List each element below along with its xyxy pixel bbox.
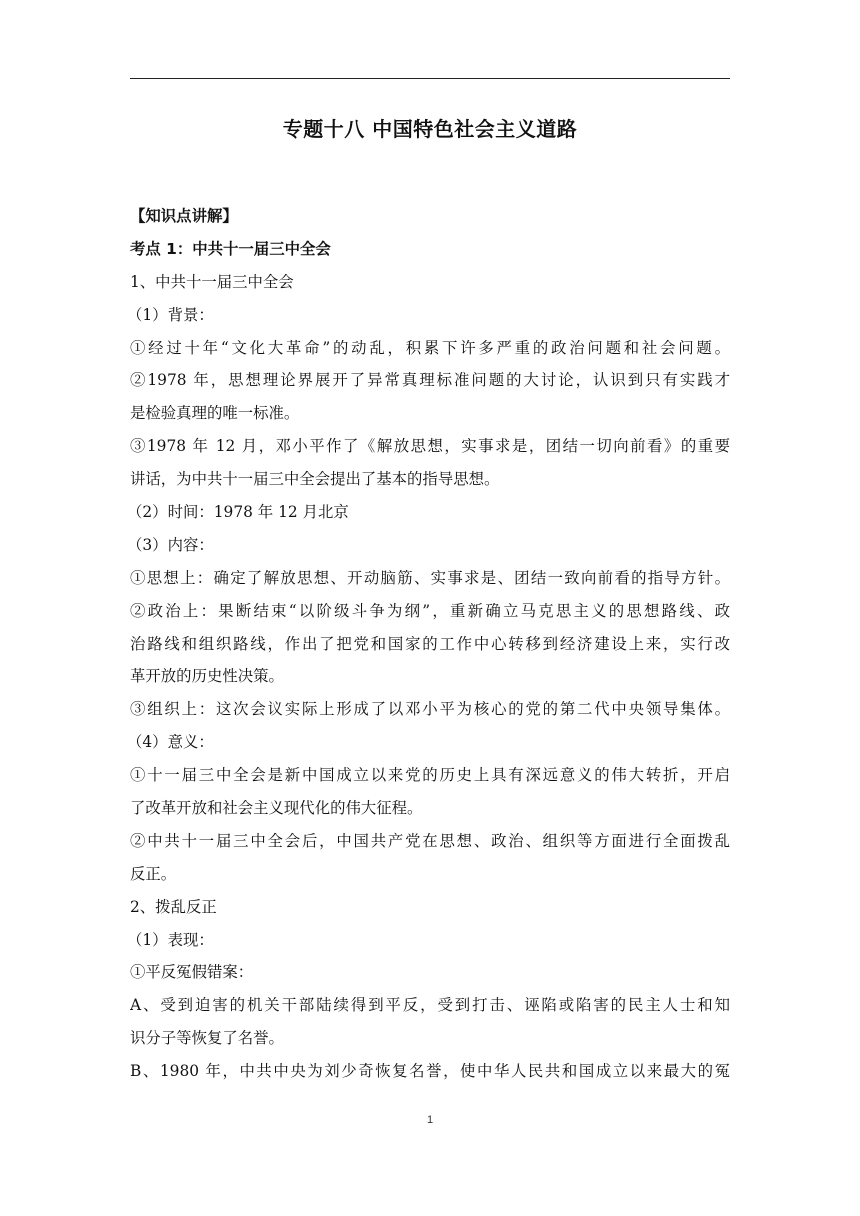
paragraph-line: （2）时间：1978 年 12 月北京	[127, 503, 349, 522]
paragraph-line: 2、拨乱反正	[130, 897, 217, 916]
paragraph-line: A、受到迫害的机关干部陆续得到平反，受到打击、诬陷或陷害的民主人士和知	[130, 996, 730, 1015]
header-rule	[130, 78, 730, 79]
paragraph-line: B、1980 年，中共中央为刘少奇恢复名誉，使中华人民共和国成立以来最大的冤	[130, 1062, 730, 1081]
section-heading: 【知识点讲解】	[130, 207, 238, 225]
document-body	[127, 200, 730, 1088]
paragraph-line: 治路线和组织路线，作出了把党和国家的工作中心转移到经济建设上来，实行改	[130, 634, 730, 653]
paragraph-line: 革开放的历史性决策。	[130, 667, 284, 686]
page-number: 1	[426, 1114, 434, 1126]
topic-heading: 考点 1：中共十一届三中全会	[130, 239, 331, 258]
paragraph-line: （1）表现：	[127, 930, 214, 949]
paragraph-line: ①思想上：确定了解放思想、开动脑筋、实事求是、团结一致向前看的指导方针。	[130, 568, 730, 587]
paragraph-line: 是检验真理的唯一标准。	[130, 404, 300, 423]
paragraph-line: 了改革开放和社会主义现代化的伟大征程。	[130, 799, 423, 818]
paragraph-line: （3）内容：	[127, 535, 214, 554]
paragraph-line: ①经过十年“文化大革命”的动乱，积累下许多严重的政治问题和社会问题。	[130, 338, 730, 357]
paragraph-line: ①十一届三中全会是新中国成立以来党的历史上具有深远意义的伟大转折，开启	[130, 766, 730, 785]
paragraph-line: ②中共十一届三中全会后，中国共产党在思想、政治、组织等方面进行全面拨乱	[130, 831, 730, 850]
paragraph-line: 反正。	[130, 864, 177, 883]
paragraph-line: ③1978 年 12 月，邓小平作了《解放思想，实事求是，团结一切向前看》的重要	[130, 437, 730, 456]
paragraph-line: ②政治上：果断结束“以阶级斗争为纲”，重新确立马克思主义的思想路线、政	[130, 601, 730, 620]
paragraph-line: ③组织上：这次会议实际上形成了以邓小平为核心的党的第二代中央领导集体。	[130, 700, 730, 719]
paragraph-line: ①平反冤假错案：	[130, 963, 254, 982]
paragraph-line: 1、中共十一届三中全会	[130, 272, 294, 291]
paragraph-line: ②1978 年，思想理论界展开了异常真理标准问题的大讨论，认识到只有实践才	[130, 371, 730, 390]
paragraph-line: 讲话，为中共十一届三中全会提出了基本的指导思想。	[130, 470, 500, 489]
page-title: 专题十八 中国特色社会主义道路	[282, 117, 578, 141]
paragraph-line: （1）背景：	[127, 305, 214, 324]
paragraph-line: 识分子等恢复了名誉。	[130, 1029, 284, 1048]
paragraph-line: （4）意义：	[127, 733, 214, 752]
